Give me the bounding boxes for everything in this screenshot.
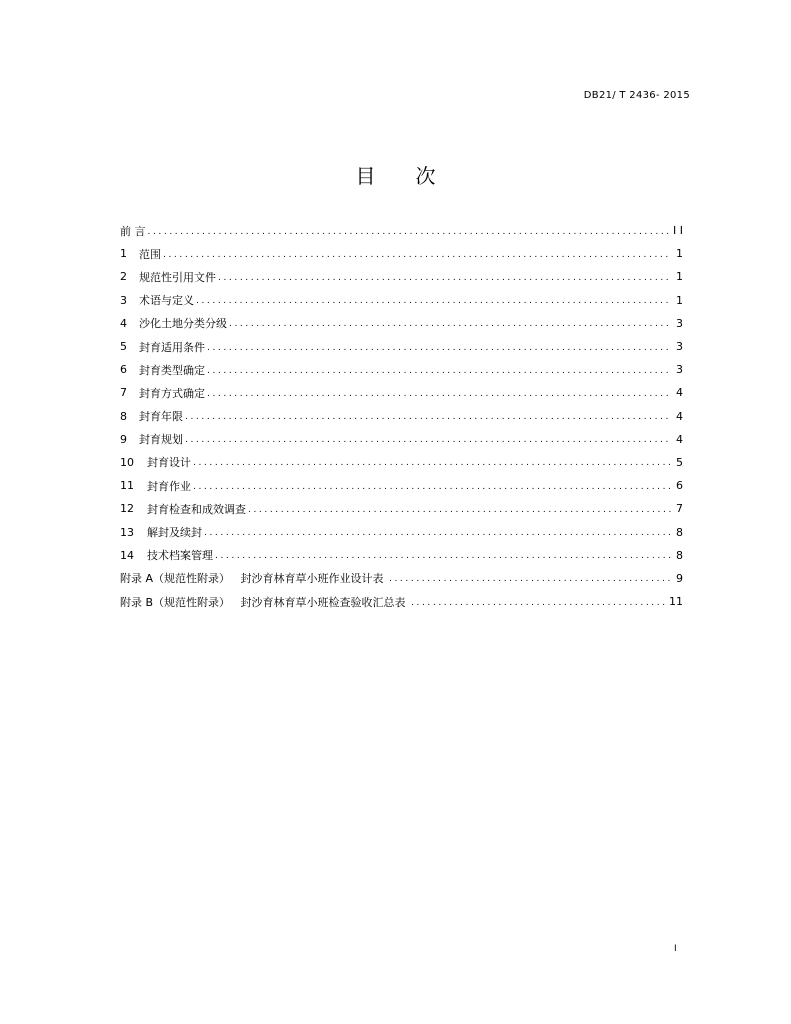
toc-entry-1[interactable] [120, 242, 683, 265]
toc-entry-7[interactable] [120, 381, 683, 404]
toc-entry-page: 9 [676, 571, 683, 585]
toc-entry-label: 封育设计 [147, 456, 191, 470]
table-of-contents [120, 219, 683, 613]
toc-entry-page: 7 [676, 502, 683, 516]
toc-entry-label: 封育检查和成效调查 [147, 502, 246, 516]
toc-entry-page: 1 [676, 247, 683, 261]
dot-leader [411, 598, 665, 608]
toc-entry-number: 3 [120, 293, 127, 307]
dot-leader [185, 435, 671, 445]
toc-entry-13[interactable] [120, 520, 683, 543]
toc-entry-3[interactable] [120, 289, 683, 312]
toc-entry-page: I I [673, 224, 683, 238]
toc-entry-10[interactable] [120, 451, 683, 474]
toc-entry-11[interactable] [120, 474, 683, 497]
toc-entry-2[interactable] [120, 265, 683, 288]
toc-entry-page: 3 [676, 316, 683, 330]
toc-entry-label: 封育作业 [147, 479, 191, 493]
dot-leader [196, 296, 671, 306]
toc-entry-label: 封育类型确定 [139, 363, 205, 377]
dot-leader [204, 528, 671, 538]
toc-entry-page: 11 [669, 595, 683, 609]
toc-entry-number: 2 [120, 270, 127, 284]
toc-entry-page: 4 [676, 386, 683, 400]
toc-entry-5[interactable] [120, 335, 683, 358]
dot-leader [248, 505, 671, 515]
toc-entry-8[interactable] [120, 405, 683, 428]
dot-leader [215, 551, 671, 561]
dot-leader [193, 482, 671, 492]
dot-leader [229, 319, 671, 329]
toc-entry-label: 解封及续封 [147, 526, 202, 540]
dot-leader [218, 273, 671, 283]
dot-leader [207, 389, 671, 399]
toc-entry-page: 4 [676, 432, 683, 446]
toc-entry-number: 12 [120, 502, 134, 516]
toc-entry-page: 1 [676, 270, 683, 284]
dot-leader [207, 343, 671, 353]
toc-entry-page: 8 [676, 548, 683, 562]
toc-entry-page: 6 [676, 479, 683, 493]
toc-entry-number: 13 [120, 525, 134, 539]
toc-entry-page: 3 [676, 340, 683, 354]
dot-leader [185, 412, 671, 422]
toc-entry-foreword[interactable] [120, 219, 683, 242]
toc-entry-label: 附录 B（规范性附录） 封沙育林育草小班检查验收汇总表 [120, 595, 410, 609]
toc-entry-number: 5 [120, 340, 127, 354]
toc-entry-label: 规范性引用文件 [139, 270, 216, 284]
dot-leader [163, 250, 671, 260]
toc-entry-number: 14 [120, 548, 134, 562]
toc-entry-label: 封育年限 [139, 410, 183, 424]
toc-entry-page: 8 [676, 525, 683, 539]
toc-entry-label: 附录 A（规范性附录） 封沙育林育草小班作业设计表 [120, 572, 388, 586]
toc-entry-label: 技术档案管理 [147, 549, 213, 563]
toc-entry-page: 3 [676, 363, 683, 377]
toc-entry-12[interactable] [120, 497, 683, 520]
toc-entry-page: 5 [676, 455, 683, 469]
dot-leader [148, 227, 670, 237]
toc-entry-number: 9 [120, 432, 127, 446]
page-title: 目次 [355, 164, 476, 188]
toc-entry-number: 10 [120, 455, 134, 469]
toc-entry-number: 6 [120, 363, 127, 377]
toc-entry-label: 前 言 [120, 224, 146, 238]
toc-entry-page: 1 [676, 293, 683, 307]
toc-entry-9[interactable] [120, 428, 683, 451]
toc-entry-14[interactable] [120, 544, 683, 567]
toc-entry-label: 封育方式确定 [139, 386, 205, 400]
dot-leader [193, 458, 671, 468]
document-code: DB21/ T 2436- 2015 [583, 90, 690, 101]
toc-entry-label: 封育适用条件 [139, 340, 205, 354]
dot-leader [207, 366, 671, 376]
toc-entry-label: 沙化土地分类分级 [139, 317, 227, 331]
dot-leader [389, 574, 671, 584]
toc-entry-number: 4 [120, 316, 127, 330]
toc-entry-6[interactable] [120, 358, 683, 381]
toc-entry-appendix-b[interactable] [120, 590, 683, 613]
toc-entry-number: 11 [120, 479, 134, 493]
toc-entry-label: 封育规划 [139, 433, 183, 447]
toc-entry-label: 术语与定义 [139, 294, 194, 308]
toc-entry-appendix-a[interactable] [120, 567, 683, 590]
toc-entry-number: 1 [120, 247, 127, 261]
toc-entry-number: 8 [120, 409, 127, 423]
toc-entry-label: 范围 [139, 247, 161, 261]
toc-entry-page: 4 [676, 409, 683, 423]
toc-entry-4[interactable] [120, 312, 683, 335]
page-number: I [674, 944, 677, 954]
toc-entry-number: 7 [120, 386, 127, 400]
